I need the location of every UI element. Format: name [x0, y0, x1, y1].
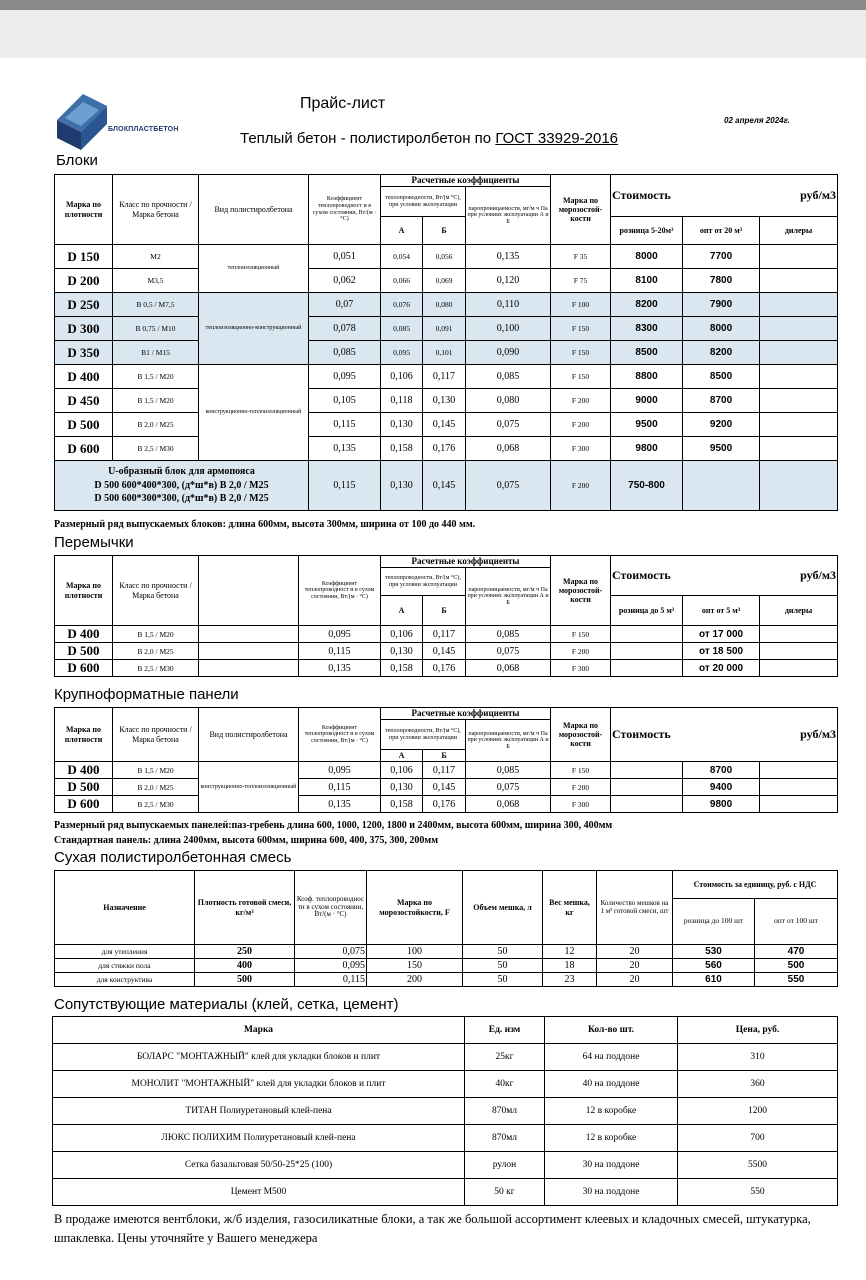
section-title-blocks: Блоки [56, 152, 98, 169]
h-purpose: Назначение [55, 871, 195, 945]
table-row: БОЛАРС "МОНТАЖНЫЙ" клей для укладки блоков и плит 25кг 64 на поддоне 310 [53, 1044, 838, 1071]
h-cost: Стоимость [611, 708, 760, 762]
page-subtitle: Теплый бетон - полистиролбетон по ГОСТ 33929-2016 [240, 130, 619, 147]
h-b: Б [423, 217, 466, 245]
lintels-table [54, 555, 838, 677]
h-cost: Стоимость [611, 175, 760, 217]
h-paro: паропроницаемости, мг/м ч Па при условиях эксплуатации А и Б [466, 720, 551, 762]
table-row: D 600 В 2,5 / М30 0,135 0,158 0,176 0,068 F 300 9800 [55, 796, 838, 813]
table-row: для конструктива 500 0,115 200 50 23 20 610 550 [55, 973, 838, 987]
h-coef: Коэф. теплопроводнос ти в сухом состоянии, Вт/(м · °С) [295, 871, 367, 945]
price-date: 02 апреля 2024г. [724, 116, 790, 125]
panels-note-2: Стандартная панель: длина 2400мм, высота 600мм, ширина 600, 400, 375, 300, 200мм [54, 835, 439, 846]
h-paro: паропроницаемости, мг/м ч Па при условиях эксплуатации А и Б [466, 187, 551, 245]
table-row: Цемент М500 50 кг 30 на поддоне 550 [53, 1179, 838, 1206]
blocks-note: Размерный ряд выпускаемых блоков: длина 600мм, высота 300мм, ширина от 100 до 440 мм. [54, 519, 476, 530]
h-cost-unit: руб/м3 [760, 556, 838, 596]
footer-note: В продаже имеются вентблоки, ж/б изделия, газосиликатные блоки, а так же большой ассортимент клеевых и кладочных смесей, штукатурка, шпаклевка. Цены уточняйте у Вашего менеджера [54, 1212, 811, 1245]
table-row: D 200 М3,5 0,062 0,066 0,069 0,120 F 75 8100 7800 [55, 269, 838, 293]
h-type: Вид полистиролбетона [199, 708, 299, 762]
h-calc: Расчетные коэффициенты [381, 708, 551, 720]
table-row: D 500 В 2,0 / М25 0,115 0,130 0,145 0,075 F 200 от 18 500 [55, 643, 838, 660]
h-count: Количество мешков на 1 м³ готовой смеси, шт [597, 871, 673, 945]
top-band [0, 10, 866, 58]
h-coef: Коэффициент теплопроводност и в сухом состоянии, Вт/(м · °С) [299, 556, 381, 626]
h-mark: Марка [53, 1017, 465, 1044]
page-title: Прайс-лист [300, 95, 386, 112]
type-insulating-structural: теплоизоляционно-конструкционный [199, 293, 309, 365]
table-row: D 350 В1 / М15 0,085 0,095 0,101 0,090 F 150 8500 8200 [55, 341, 838, 365]
table-row: D 250 В 0,5 / М7,5 теплоизоляционно-конструкционный 0,07 0,076 0,080 0,110 F 100 8200 7900 [55, 293, 838, 317]
h-mark: Марка по плотности [55, 556, 113, 626]
table-row: для утепления 250 0,075 100 50 12 20 530 470 [55, 945, 838, 959]
table-row: для стяжки пола 400 0,095 150 50 18 20 560 500 [55, 959, 838, 973]
panel-type: конструкционно-теплоизоляционный [199, 762, 299, 813]
table-row: D 600 В 2,5 / М30 0,135 0,158 0,176 0,068 F 300 9800 9500 [55, 437, 838, 461]
h-frost: Марка по морозостой-кости [551, 708, 611, 762]
gost-link[interactable]: ГОСТ 33929-2016 [495, 130, 619, 147]
table-row: ЛЮКС ПОЛИХИМ Полиуретановый клей-пена 870мл 12 в коробке 700 [53, 1125, 838, 1152]
type-structural-insulating: конструкционно-теплоизоляционный [199, 365, 309, 461]
table-row: D 600 В 2,5 / М30 0,135 0,158 0,176 0,068 F 300 от 20 000 [55, 660, 838, 677]
table-row: ТИТАН Полиуретановый клей-пена 870мл 12 в коробке 1200 [53, 1098, 838, 1125]
h-class: Класс по прочности / Марка бетона [113, 708, 199, 762]
type-insulating: теплоизоляционный [199, 245, 309, 293]
h-teplo: теплопроводности, Вт/(м °С), при условии эксплуатации [381, 720, 466, 750]
h-unit: Ед. изм [465, 1017, 545, 1044]
table-row: D 500 В 2,0 / М25 0,115 0,130 0,145 0,075 F 200 9400 [55, 779, 838, 796]
h-a: А [381, 217, 423, 245]
h-retail: розница 5-20м³ [611, 217, 683, 245]
h-mark: Марка по плотности [55, 175, 113, 245]
h-retail: розница до 100 шт [673, 899, 755, 945]
h-cost-unit: руб/м3 [760, 175, 838, 217]
section-title-materials: Сопутствующие материалы (клей, сетка, цемент) [54, 996, 399, 1013]
h-frost: Марка по морозостойкости, F [367, 871, 463, 945]
h-dealers: дилеры [760, 596, 838, 626]
h-calc: Расчетные коэффициенты [381, 175, 551, 187]
section-title-mix: Сухая полистиролбетонная смесь [54, 849, 292, 866]
h-opt: опт от 5 м³ [683, 596, 760, 626]
h-frost: Марка по морозостой-кости [551, 175, 611, 245]
h-class: Класс по прочности / Марка бетона [113, 175, 199, 245]
h-coef: Коэффициент теплопроводност и в сухом состоянии, Вт/(м · °С) [299, 708, 381, 762]
h-dealers: дилеры [760, 217, 838, 245]
table-row: D 400 В 1,5 / М20 конструкционно-теплоизоляционный 0,095 0,106 0,117 0,085 F 150 8800 8500 [55, 365, 838, 389]
h-density: Плотность готовой смеси, кг/м³ [195, 871, 295, 945]
h-frost: Марка по морозостой-кости [551, 556, 611, 626]
table-row: D 400 В 1,5 / М20 0,095 0,106 0,117 0,085 F 150 от 17 000 [55, 626, 838, 643]
table-row: D 300 В 0,75 / М10 0,078 0,085 0,091 0,100 F 150 8300 8000 [55, 317, 838, 341]
h-cost: Стоимость [611, 556, 760, 596]
h-class: Класс по прочности / Марка бетона [113, 556, 199, 626]
h-opt: опт от 100 шт [755, 899, 838, 945]
h-coef: Коэффициент теплопроводност и в сухом состоянии, Вт/(м · °С) [309, 175, 381, 245]
h-cost-unit: руб/м3 [760, 708, 838, 762]
h-price: Цена, руб. [678, 1017, 838, 1044]
h-teplo: теплопроводности, Вт/(м °С), при условии эксплуатации [381, 568, 466, 596]
h-b: Б [423, 750, 466, 762]
mix-table [54, 870, 838, 987]
table-row: D 500 В 2,0 / М25 0,115 0,130 0,145 0,075 F 200 9500 9200 [55, 413, 838, 437]
h-calc: Расчетные коэффициенты [381, 556, 551, 568]
h-a: А [381, 750, 423, 762]
materials-table [52, 1016, 838, 1206]
table-row: Сетка базальтовая 50/50-25*25 (100) рулон 30 на поддоне 5500 [53, 1152, 838, 1179]
h-volume: Объем мешка, л [463, 871, 543, 945]
company-logo [55, 90, 205, 150]
panels-table [54, 707, 838, 813]
h-teplo: теплопроводности, Вт/(м °С), при условии эксплуатации [381, 187, 466, 217]
h-paro: паропроницаемости, мг/м ч Па при условиях эксплуатации А и Б [466, 568, 551, 626]
u-block-row: U-образный блок для армопояса D 500 600*400*300, (д*ш*в) В 2,0 / М25 D 500 600*300*300, (д*ш*в) В 2,0 / М25 0,115 0,130 0,145 0,075 F 200 750-800 [55, 461, 838, 511]
table-row: D 400 В 1,5 / М20 конструкционно-теплоизоляционный 0,095 0,106 0,117 0,085 F 150 8700 [55, 762, 838, 779]
h-type: Вид полистиролбетона [199, 175, 309, 245]
h-b: Б [423, 596, 466, 626]
h-qty: Кол-во шт. [545, 1017, 678, 1044]
h-a: А [381, 596, 423, 626]
section-title-panels: Крупноформатные панели [54, 686, 239, 703]
h-cost: Стоимость за единицу, руб. с НДС [673, 871, 838, 899]
table-row: МОНОЛИТ "МОНТАЖНЫЙ" клей для укладки блоков и плит 40кг 40 на поддоне 360 [53, 1071, 838, 1098]
h-retail: розница до 5 м³ [611, 596, 683, 626]
table-row: D 450 В 1,5 / М20 0,105 0,118 0,130 0,080 F 200 9000 8700 [55, 389, 838, 413]
blocks-table [54, 174, 838, 511]
h-weight: Вес мешка, кг [543, 871, 597, 945]
panels-note-1: Размерный ряд выпускаемых панелей:паз-гребень длина 600, 1000, 1200, 1800 и 2400мм, высота 600мм, ширина 300, 400мм [54, 820, 613, 831]
section-title-lintels: Перемычки [54, 534, 134, 551]
h-mark: Марка по плотности [55, 708, 113, 762]
logo-text: БЛОКПЛАСТБЕТОН [108, 126, 179, 133]
table-row: D 150 М2 теплоизоляционный 0,051 0,054 0,056 0,135 F 35 8000 7700 [55, 245, 838, 269]
h-opt: опт от 20 м³ [683, 217, 760, 245]
top-bar [0, 0, 866, 10]
